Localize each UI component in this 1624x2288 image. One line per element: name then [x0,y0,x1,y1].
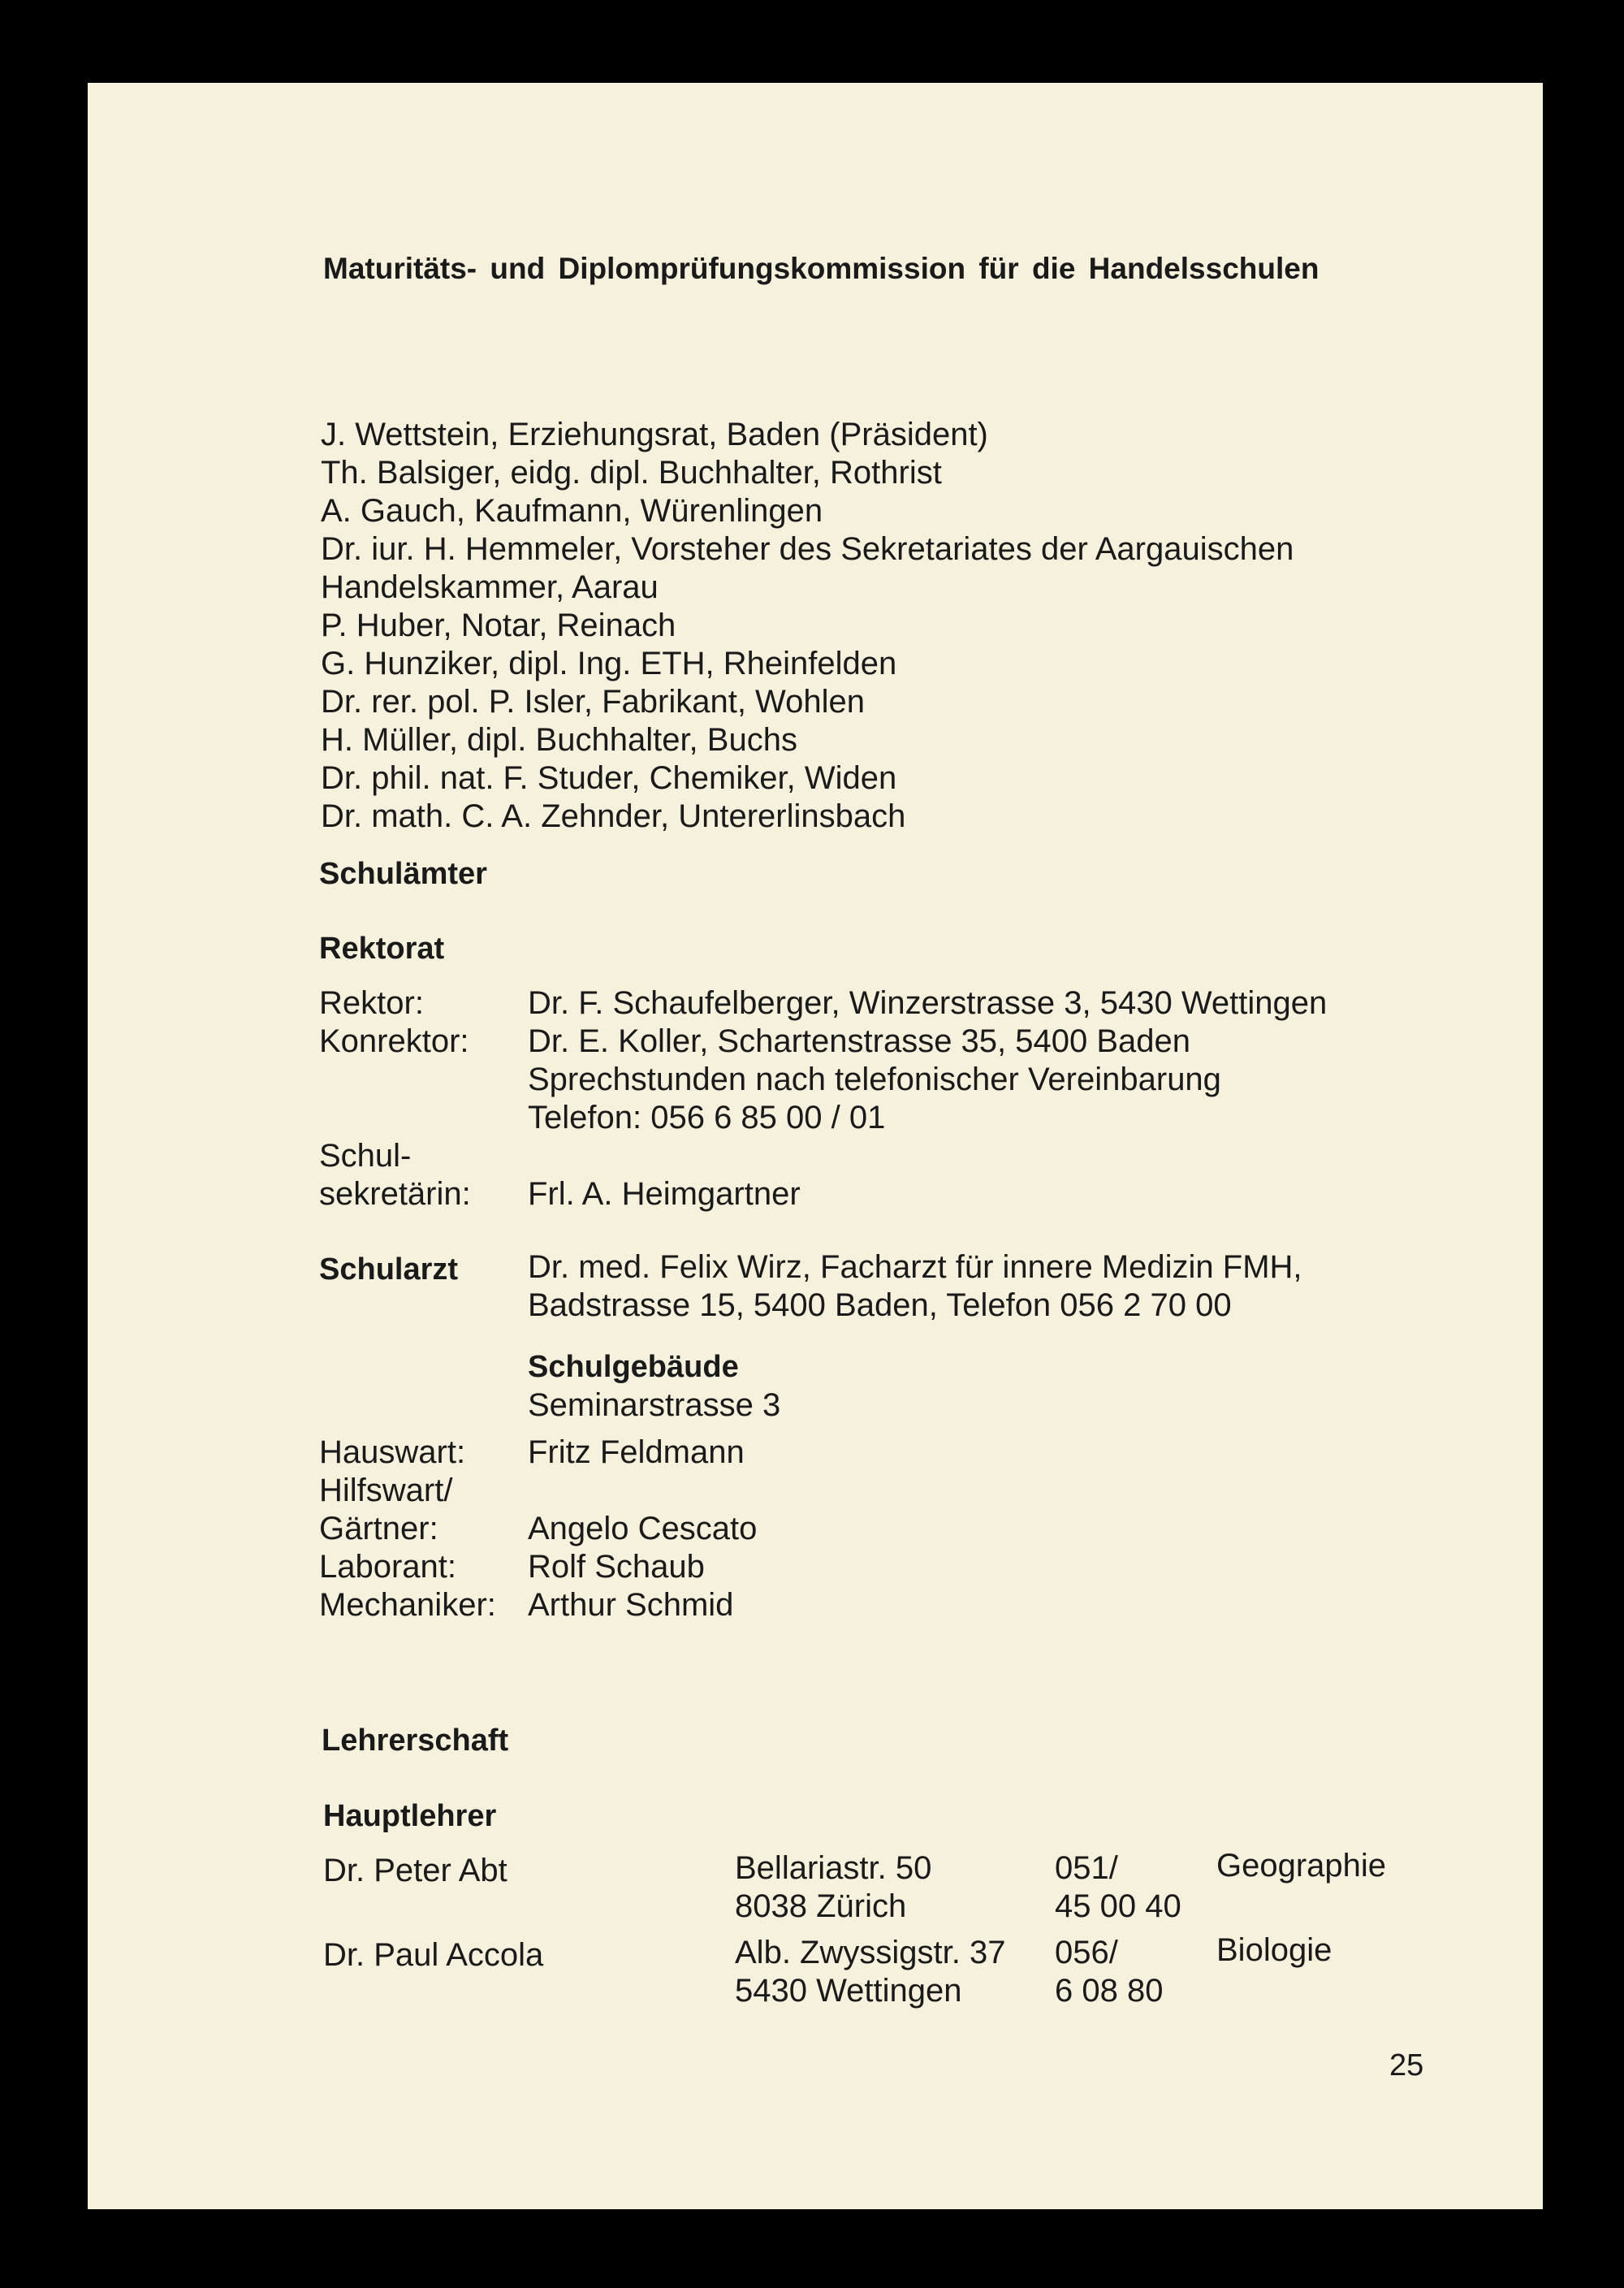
page-number: 25 [1389,2048,1424,2083]
sekretaerin-label: Schul- [319,1138,412,1174]
konrektor-value: Dr. E. Koller, Schartenstrasse 35, 5400 Baden [528,1023,1191,1059]
hilfswart-label: Hilfswart/ [319,1473,453,1508]
commission-member: P. Huber, Notar, Reinach [321,608,676,643]
commission-member: Dr. math. C. A. Zehnder, Untererlinsbach [321,798,906,834]
sprechstunden-note: Sprechstunden nach telefonischer Vereinbarung [528,1062,1221,1097]
konrektor-label: Konrektor: [319,1023,469,1059]
commission-member: Handelskammer, Aarau [321,569,659,605]
document-page [88,83,1543,2209]
commission-member: H. Müller, dipl. Buchhalter, Buchs [321,722,797,758]
teacher-address: Bellariastr. 50 [735,1850,932,1886]
rektorat-telefon: Telefon: 056 6 85 00 / 01 [528,1100,886,1135]
gaertner-label: Gärtner: [319,1511,438,1546]
teacher-telephone: 6 08 80 [1055,1973,1164,2009]
commission-member: Dr. rer. pol. P. Isler, Fabrikant, Wohlen [321,684,865,720]
hauswart-value: Fritz Feldmann [528,1434,745,1470]
sekretaerin-value: Frl. A. Heimgartner [528,1176,801,1212]
laborant-label: Laborant: [319,1549,457,1585]
schularzt-line: Dr. med. Felix Wirz, Facharzt für innere Medizin FMH, [528,1249,1302,1285]
schulaemter-heading: Schulämter [319,857,487,891]
schulgebaeude-heading: Schulgebäude [528,1350,739,1384]
teacher-name: Dr. Paul Accola [323,1937,544,1973]
teacher-address: Alb. Zwyssigstr. 37 [735,1935,1006,1970]
commission-member: Th. Balsiger, eidg. dipl. Buchhalter, Rothrist [321,455,942,491]
mechaniker-label: Mechaniker: [319,1587,496,1623]
teacher-name: Dr. Peter Abt [323,1853,508,1888]
sekretaerin-label: sekretärin: [319,1176,471,1212]
laborant-value: Rolf Schaub [528,1549,705,1585]
teacher-telephone: 45 00 40 [1055,1888,1181,1924]
commission-member: J. Wettstein, Erziehungsrat, Baden (Präsident) [321,417,988,452]
commission-member: Dr. phil. nat. F. Studer, Chemiker, Widen [321,760,897,796]
teacher-subject: Biologie [1216,1932,1332,1968]
mechaniker-value: Arthur Schmid [528,1587,734,1623]
commission-member: G. Hunziker, dipl. Ing. ETH, Rheinfelden [321,646,897,681]
rektor-value: Dr. F. Schaufelberger, Winzerstrasse 3, 5430 Wettingen [528,985,1328,1021]
teacher-telephone: 051/ [1055,1850,1118,1886]
teacher-address: 8038 Zürich [735,1888,907,1924]
commission-heading: Maturitäts- und Diplomprüfungskommission für die Handelsschulen [323,252,1320,285]
hauswart-label: Hauswart: [319,1434,466,1470]
schulgebaeude-address: Seminarstrasse 3 [528,1387,781,1423]
rektor-label: Rektor: [319,985,424,1021]
commission-member: A. Gauch, Kaufmann, Würenlingen [321,493,823,529]
commission-member: Dr. iur. H. Hemmeler, Vorsteher des Sekretariates der Aargauischen [321,531,1294,567]
lehrerschaft-heading: Lehrerschaft [322,1724,509,1758]
schularzt-label: Schularzt [319,1252,459,1287]
teacher-telephone: 056/ [1055,1935,1118,1970]
gaertner-value: Angelo Cescato [528,1511,758,1546]
teacher-subject: Geographie [1216,1848,1387,1884]
teacher-address: 5430 Wettingen [735,1973,962,2009]
hauptlehrer-heading: Hauptlehrer [323,1799,497,1833]
rektorat-heading: Rektorat [319,932,445,966]
schularzt-line: Badstrasse 15, 5400 Baden, Telefon 056 2 70 00 [528,1287,1232,1323]
